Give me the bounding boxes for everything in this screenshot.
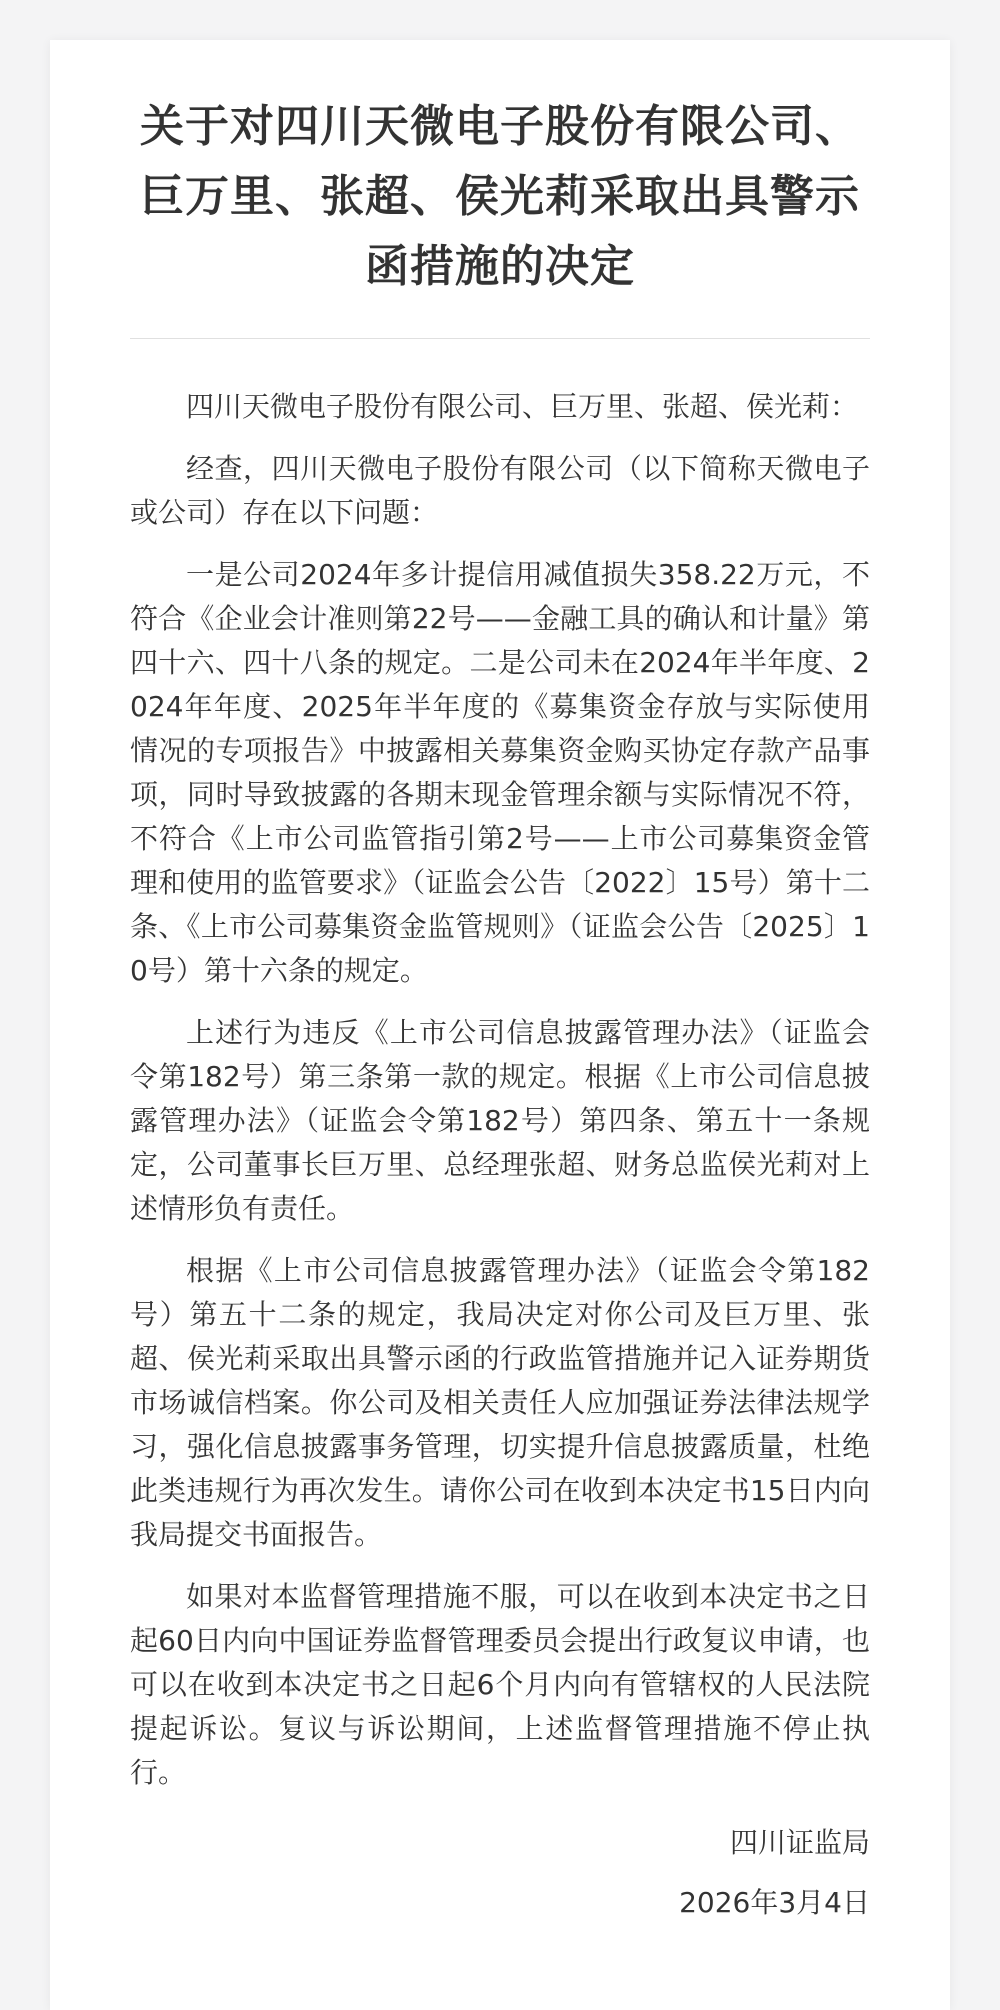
title-divider [130, 338, 870, 339]
page-background [0, 40, 1000, 1955]
signature-block [130, 1821, 870, 1925]
body-paragraph: 经查，四川天微电子股份有限公司（以下简称天微电子或公司）存在以下问题： [130, 452, 870, 529]
body-paragraph: 一是公司2024年多计提信用减值损失358.22万元，不符合《企业会计准则第22号——金融工具的确认和计量》第四十六、四十八条的规定。二是公司未在2024年半年度、2024年年度、2025年半年度的《募集资金存放与实际使用情况的专项报告》中披露相关募集资金购买协定存款产品事项，同时导致披露的各期末现金管理余额与实际情况不符，不符合《上市公司监管指引第2号——上市公司募集资金管理和使用的监管要求》（证监会公告〔2022〕15号）第十二条、《上市公司募集资金监管规则》（证监会公告〔2025〕10号）第十六条的规定。 [130, 558, 870, 987]
signature-date: 2026年3月4日 [679, 1886, 870, 1919]
signature-issuer: 四川证监局 [729, 1826, 870, 1859]
body-paragraph: 如果对本监督管理措施不服，可以在收到本决定书之日起60日内向中国证券监督管理委员会提出行政复议申请，也可以在收到本决定书之日起6个月内向有管辖权的人民法院提起诉讼。复议与诉讼期间，上述监督管理措施不停止执行。 [130, 1580, 870, 1789]
document-body [130, 385, 870, 1795]
body-paragraph: 根据《上市公司信息披露管理办法》（证监会令第182号）第五十二条的规定，我局决定对你公司及巨万里、张超、侯光莉采取出具警示函的行政监管措施并记入证券期货市场诚信档案。你公司及相关责任人应加强证券法律法规学习，强化信息披露事务管理，切实提升信息披露质量，杜绝此类违规行为再次发生。请你公司在收到本决定书15日内向我局提交书面报告。 [130, 1254, 870, 1551]
salutation: 四川天微电子股份有限公司、巨万里、张超、侯光莉： [186, 390, 859, 423]
document-title: 关于对四川天微电子股份有限公司、巨万里、张超、侯光莉采取出具警示函措施的决定 [140, 101, 860, 292]
document-card [50, 40, 950, 2010]
body-paragraph: 上述行为违反《上市公司信息披露管理办法》（证监会令第182号）第三条第一款的规定。根据《上市公司信息披露管理办法》（证监会令第182号）第四条、第五十一条规定，公司董事长巨万里、总经理张超、财务总监侯光莉对上述情形负有责任。 [130, 1016, 870, 1225]
